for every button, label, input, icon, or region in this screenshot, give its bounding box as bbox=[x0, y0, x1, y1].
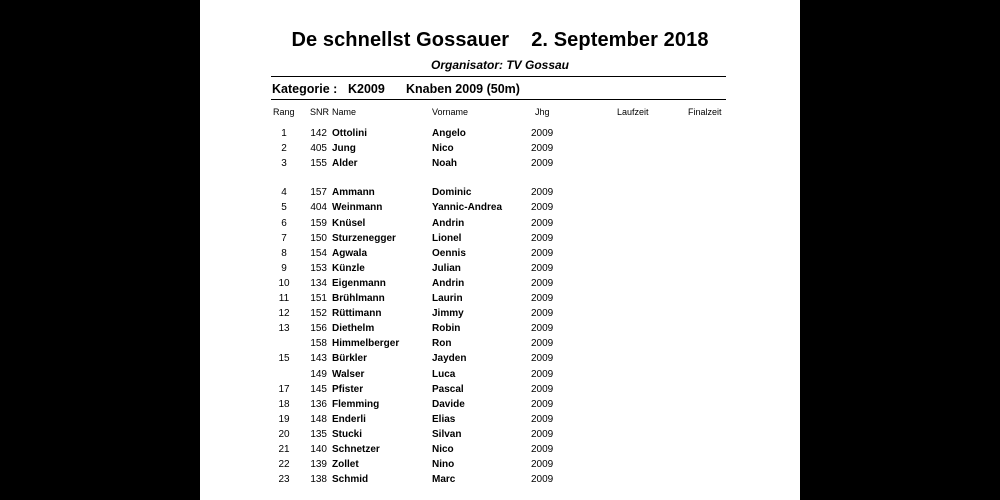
start-number-cell: 405 bbox=[310, 143, 327, 155]
rank-cell: 10 bbox=[278, 277, 290, 289]
rank-cell: 23 bbox=[278, 474, 290, 486]
start-number-cell: 159 bbox=[310, 217, 327, 229]
name-cell: Ottolini bbox=[332, 128, 367, 139]
name-cell: Künzle bbox=[332, 262, 365, 274]
first-name-cell: Andrin bbox=[432, 277, 465, 289]
run-time-cell: 9.07 bbox=[830, 368, 850, 380]
rank-cell: 8 bbox=[281, 247, 287, 259]
first-name-cell: Angelo bbox=[432, 128, 466, 139]
start-number-cell: 157 bbox=[310, 187, 327, 199]
name-cell: Alder bbox=[332, 158, 358, 170]
run-time-cell: 9.06 bbox=[830, 338, 850, 350]
rank-cell: 21 bbox=[278, 444, 290, 455]
rank-cell: 11 bbox=[278, 293, 290, 304]
table-row bbox=[200, 383, 850, 399]
run-time-cell: 9.71 bbox=[830, 459, 850, 471]
start-number-cell: 156 bbox=[310, 323, 327, 335]
name-cell: Walser bbox=[332, 368, 365, 380]
birth-year-cell: 2009 bbox=[531, 383, 554, 395]
run-time-cell: 8.29 bbox=[830, 158, 850, 170]
run-time-cell: 9.13 bbox=[830, 383, 850, 395]
table-row bbox=[200, 474, 850, 489]
name-cell: Bürkler bbox=[332, 353, 368, 365]
birth-year-cell: 2009 bbox=[531, 459, 554, 471]
table-row bbox=[200, 232, 850, 248]
birth-year-cell: 2009 bbox=[531, 474, 554, 486]
birth-year-cell: 2009 bbox=[531, 353, 554, 365]
name-cell: Enderli bbox=[332, 413, 366, 425]
start-number-cell: 148 bbox=[310, 413, 327, 425]
name-cell: Zollet bbox=[332, 459, 359, 471]
birth-year-cell: 2009 bbox=[531, 338, 554, 350]
name-cell: Brühlmann bbox=[332, 293, 385, 304]
rank-cell: 2 bbox=[281, 143, 287, 155]
first-name-cell: Luca bbox=[432, 368, 456, 380]
start-number-cell: 151 bbox=[310, 293, 327, 304]
table-row bbox=[200, 428, 850, 444]
name-cell: Stucki bbox=[332, 428, 363, 440]
name-cell: Knüsel bbox=[332, 217, 366, 229]
start-number-cell: 135 bbox=[310, 428, 327, 440]
first-name-cell: Noah bbox=[432, 158, 457, 170]
run-time-cell: 10.24 bbox=[824, 474, 850, 486]
table-row bbox=[200, 459, 850, 474]
start-number-cell: 404 bbox=[310, 202, 327, 214]
birth-year-cell: 2009 bbox=[531, 217, 554, 229]
column-header-jhg: Jhg bbox=[535, 107, 550, 117]
run-time-cell: 8.92 bbox=[830, 262, 850, 274]
rank-cell: 15 bbox=[278, 353, 290, 365]
run-time-cell: 9.00 bbox=[830, 308, 850, 320]
table-row bbox=[200, 353, 850, 368]
table-row bbox=[200, 368, 850, 384]
category-code: K2009 bbox=[348, 82, 385, 96]
column-header-laufzeit: Laufzeit bbox=[617, 107, 649, 117]
name-cell: Sturzenegger bbox=[332, 232, 396, 244]
first-name-cell: Jimmy bbox=[432, 308, 464, 320]
table-row bbox=[200, 277, 850, 293]
table-row bbox=[200, 143, 923, 158]
name-cell: Diethelm bbox=[332, 323, 375, 335]
birth-year-cell: 2009 bbox=[531, 277, 554, 289]
header-rule-bottom bbox=[271, 99, 726, 100]
run-time-cell: 9.06 bbox=[830, 323, 850, 335]
table-row bbox=[200, 444, 850, 459]
name-cell: Himmelberger bbox=[332, 338, 400, 350]
start-number-cell: 142 bbox=[310, 128, 327, 139]
birth-year-cell: 2009 bbox=[531, 398, 554, 410]
birth-year-cell: 2009 bbox=[531, 262, 554, 274]
first-name-cell: Robin bbox=[432, 323, 461, 335]
final-time-cell: 5.00 bbox=[903, 202, 923, 214]
start-number-cell: 145 bbox=[310, 383, 327, 395]
rank-cell: 1 bbox=[281, 128, 287, 139]
first-name-cell: Lionel bbox=[432, 232, 462, 244]
start-number-cell: 154 bbox=[310, 247, 327, 259]
run-time-cell: 9.07 bbox=[830, 353, 850, 365]
run-time-cell: 8.32 bbox=[830, 143, 850, 155]
start-number-cell: 153 bbox=[310, 262, 327, 274]
table-row bbox=[200, 187, 923, 202]
event-name: De schnellst Gossauer bbox=[291, 29, 510, 51]
name-cell: Rüttimann bbox=[332, 308, 382, 320]
birth-year-cell: 2009 bbox=[531, 293, 554, 304]
birth-year-cell: 2009 bbox=[531, 158, 554, 170]
rank-cell: 18 bbox=[278, 398, 290, 410]
first-name-cell: Julian bbox=[432, 262, 461, 274]
birth-year-cell: 2009 bbox=[531, 143, 554, 155]
first-name-cell: Yannic-Andrea bbox=[432, 202, 503, 214]
run-time-cell: 9.35 bbox=[830, 413, 850, 425]
rank-cell: 7 bbox=[281, 232, 287, 244]
column-header-snr: SNR bbox=[310, 107, 330, 117]
birth-year-cell: 2009 bbox=[531, 128, 554, 139]
start-number-cell: 150 bbox=[310, 232, 327, 244]
rank-cell: 13 bbox=[278, 323, 290, 335]
rank-cell: 17 bbox=[278, 383, 290, 395]
first-name-cell: Elias bbox=[432, 413, 456, 425]
rank-cell: 22 bbox=[278, 459, 290, 471]
table-row bbox=[200, 262, 850, 278]
organizer-line: Organisator: TV Gossau bbox=[430, 58, 570, 72]
birth-year-cell: 2009 bbox=[531, 444, 554, 455]
first-name-cell: Dominic bbox=[432, 187, 472, 199]
final-time-cell: 3.00 bbox=[903, 158, 923, 170]
name-cell: Schmid bbox=[332, 474, 369, 486]
header-rule-top bbox=[271, 76, 726, 77]
final-time-cell: 6.00 bbox=[903, 217, 923, 229]
column-header-rang: Rang bbox=[273, 107, 295, 117]
run-time-cell: 8.88 bbox=[830, 247, 850, 259]
first-name-cell: Jayden bbox=[432, 353, 467, 365]
birth-year-cell: 2009 bbox=[531, 428, 554, 440]
run-time-cell: 8.82 bbox=[830, 232, 850, 244]
name-cell: Pfister bbox=[332, 383, 364, 395]
column-header-name: Name bbox=[332, 107, 357, 117]
start-number-cell: 134 bbox=[310, 277, 327, 289]
birth-year-cell: 2009 bbox=[531, 187, 554, 199]
table-row bbox=[200, 413, 850, 429]
first-name-cell: Ron bbox=[432, 338, 452, 350]
rank-cell: 20 bbox=[278, 428, 290, 440]
final-time-cell: 2.00 bbox=[903, 143, 923, 155]
birth-year-cell: 2009 bbox=[531, 323, 554, 335]
table-row bbox=[200, 202, 923, 217]
first-name-cell: Laurin bbox=[432, 293, 463, 304]
birth-year-cell: 2009 bbox=[531, 368, 554, 380]
results-page bbox=[200, 0, 923, 500]
first-name-cell: Nino bbox=[432, 459, 455, 471]
rank-cell: 19 bbox=[278, 413, 290, 425]
event-date: 2. September 2018 bbox=[531, 29, 709, 51]
run-time-cell: 7.89 bbox=[830, 128, 850, 139]
run-time-cell: 9.38 bbox=[830, 428, 850, 440]
first-name-cell: Davide bbox=[432, 398, 465, 410]
start-number-cell: 158 bbox=[310, 338, 327, 350]
name-cell: Weinmann bbox=[332, 202, 383, 214]
birth-year-cell: 2009 bbox=[531, 247, 554, 259]
name-cell: Flemming bbox=[332, 398, 380, 410]
run-time-cell: 8.50 bbox=[830, 202, 850, 214]
start-number-cell: 140 bbox=[310, 444, 327, 455]
first-name-cell: Pascal bbox=[432, 383, 464, 395]
column-header-vorname: Vorname bbox=[432, 107, 469, 117]
final-time-cell: 4.00 bbox=[903, 187, 923, 199]
rank-cell: 4 bbox=[281, 187, 287, 199]
birth-year-cell: 2009 bbox=[531, 232, 554, 244]
table-row bbox=[200, 398, 850, 414]
name-cell: Agwala bbox=[332, 247, 368, 259]
run-time-cell: 8.94 bbox=[830, 277, 850, 289]
start-number-cell: 139 bbox=[310, 459, 327, 471]
first-name-cell: Nico bbox=[432, 143, 454, 155]
table-row bbox=[200, 217, 923, 233]
first-name-cell: Silvan bbox=[432, 428, 462, 440]
page-title bbox=[200, 29, 800, 52]
table-row bbox=[200, 128, 923, 143]
start-number-cell: 152 bbox=[310, 308, 327, 320]
table-row bbox=[200, 293, 850, 308]
category-description: Knaben 2009 (50m) bbox=[406, 82, 520, 96]
run-time-cell: 8.46 bbox=[830, 187, 850, 199]
start-number-cell: 136 bbox=[310, 398, 327, 410]
start-number-cell: 149 bbox=[310, 368, 327, 380]
first-name-cell: Andrin bbox=[432, 217, 465, 229]
rank-cell: 12 bbox=[278, 308, 290, 320]
final-time-cell: 1.00 bbox=[903, 128, 923, 139]
table-row bbox=[200, 323, 850, 338]
rank-cell: 9 bbox=[281, 262, 287, 274]
category-label: Kategorie : bbox=[272, 82, 338, 96]
start-number-cell: 143 bbox=[310, 353, 327, 365]
first-name-cell: Nico bbox=[432, 444, 454, 455]
birth-year-cell: 2009 bbox=[531, 413, 554, 425]
table-row bbox=[200, 308, 850, 323]
rank-cell: 3 bbox=[281, 158, 287, 170]
name-cell: Schnetzer bbox=[332, 444, 380, 455]
start-number-cell: 155 bbox=[310, 158, 327, 170]
name-cell: Jung bbox=[332, 143, 356, 155]
column-header-finalzeit: Finalzeit bbox=[688, 107, 722, 117]
rank-cell: 6 bbox=[281, 217, 287, 229]
name-cell: Eigenmann bbox=[332, 277, 386, 289]
first-name-cell: Marc bbox=[432, 474, 456, 486]
start-number-cell: 138 bbox=[310, 474, 327, 486]
run-time-cell: 9.42 bbox=[830, 444, 850, 455]
birth-year-cell: 2009 bbox=[531, 308, 554, 320]
table-row bbox=[200, 158, 923, 173]
rank-cell: 5 bbox=[281, 202, 287, 214]
table-row bbox=[200, 247, 850, 263]
table-row bbox=[200, 338, 850, 353]
birth-year-cell: 2009 bbox=[531, 202, 554, 214]
run-time-cell: 8.95 bbox=[830, 293, 850, 304]
run-time-cell: 8.55 bbox=[830, 217, 850, 229]
first-name-cell: Oennis bbox=[432, 247, 466, 259]
name-cell: Ammann bbox=[332, 187, 375, 199]
run-time-cell: 9.18 bbox=[830, 398, 850, 410]
